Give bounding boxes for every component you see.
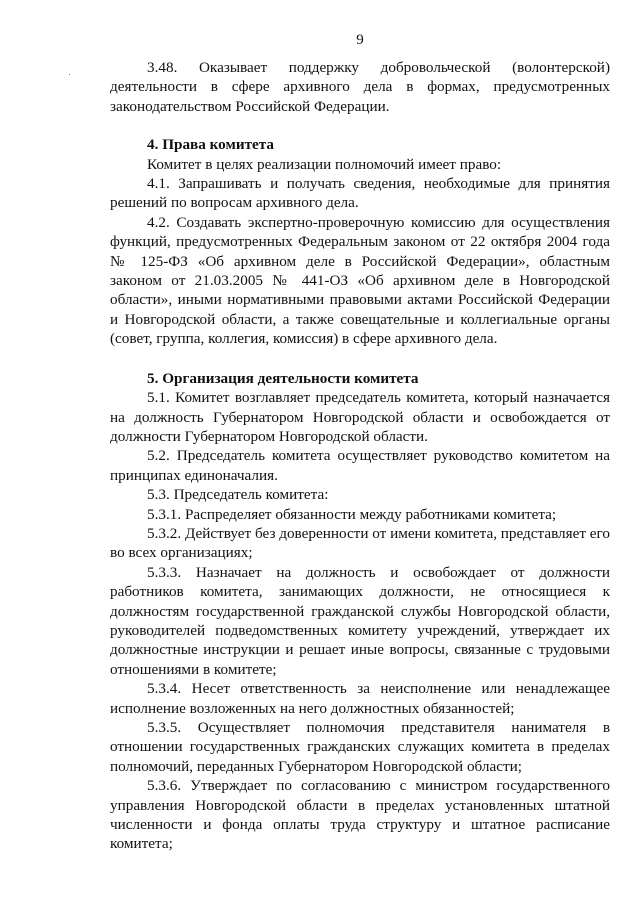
document-body — [110, 58, 610, 854]
section-spacer — [110, 349, 610, 369]
page-number: 9 — [356, 32, 364, 48]
paragraph-5-2: 5.2. Председатель комитета осуществляет руководство комитетом на принципах единоначалия. — [110, 447, 610, 484]
paragraph-5-3-6: 5.3.6. Утверждает по согласованию с министром государственного управления Новгородской области в пределах установленных штатной численности и фонда оплаты труда структуру и штатное расписание комитета; — [110, 777, 610, 853]
paragraph-5-3-1: 5.3.1. Распределяет обязанности между работниками комитета; — [147, 505, 557, 523]
section-heading-5: 5. Организация деятельности комитета — [147, 369, 419, 387]
paragraph-4-1: 4.1. Запрашивать и получать сведения, необходимые для принятия решений по вопросам архивного дела. — [110, 175, 610, 212]
paragraph-5-3-3: 5.3.3. Назначает на должность и освобождает от должности работников комитета, занимающих должности, не относящиеся к должностям государственной гражданской службы Новгородской области, руководителей подведомственных комитету учреждений, утверждает их должностные инструкции и решает иные вопросы, связанные с трудовыми отношениями в комитете; — [110, 563, 610, 678]
paragraph-3-48: 3.48. Оказывает поддержку добровольческой (волонтерской) деятельности в сфере архивного дела в формах, предусмотренных законодательством Российской Федерации. — [110, 59, 610, 115]
scan-mark — [69, 74, 70, 75]
paragraph-5-3-4: 5.3.4. Несет ответственность за неисполнение или ненадлежащее исполнение возложенных на него должностных обязанностей; — [110, 680, 610, 717]
paragraph-5-3-5: 5.3.5. Осуществляет полномочия представителя нанимателя в отношении государственных гражданских служащих комитета в пределах полномочий, переданных Губернатором Новгородской области; — [110, 719, 610, 775]
paragraph-4-intro: Комитет в целях реализации полномочий имеет право: — [147, 155, 502, 173]
paragraph-5-3-2: 5.3.2. Действует без доверенности от имени комитета, представляет его во всех организациях; — [110, 524, 610, 562]
section-heading-4: 4. Права комитета — [147, 136, 275, 154]
paragraph-5-1: 5.1. Комитет возглавляет председатель комитета, который назначается на должность Губернатором Новгородской области и освобождается от должности Губернатором Новгородской области. — [110, 389, 610, 445]
section-spacer — [110, 116, 610, 135]
paragraph-5-3: 5.3. Председатель комитета: — [147, 486, 329, 504]
paragraph-4-2: 4.2. Создавать экспертно-проверочную комиссию для осуществления функций, предусмотренных Федеральным законом от 22 октября 2004 года № 125-ФЗ «Об архивном деле в Российской Федерации», областным законом от 21.03.2005 № 441-ОЗ «Об архивном деле в Новгородской области», иными нормативными правовыми актами Российской Федерации и Новгородской области, а также совещательные и коллегиальные органы (совет, группа, коллегия, комиссия) в сфере архивного дела. — [110, 213, 610, 348]
